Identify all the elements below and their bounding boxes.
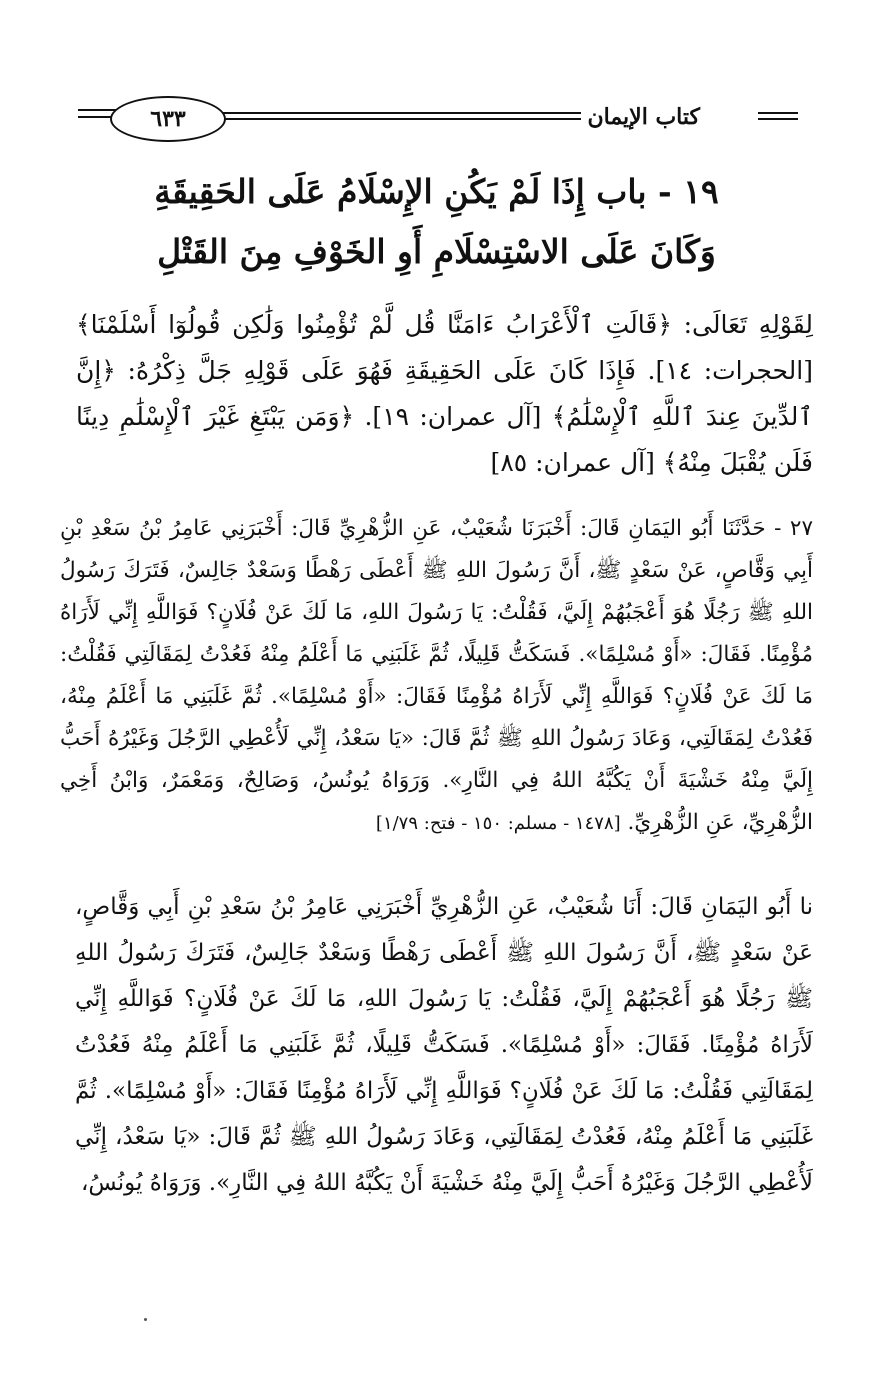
chapter-title-line-2: وَكَانَ عَلَى الاسْتِسْلَامِ أَوِ الخَوْفِ مِنَ القَتْلِ	[157, 232, 716, 271]
header-rule-mid-top	[218, 112, 608, 114]
hadith-text	[60, 508, 813, 845]
chapter-title-line-1: ١٩ - باب إِذَا لَمْ يَكُنِ الإِسْلَامُ عَلَى الحَقِيقَةِ	[154, 172, 719, 211]
verse-commentary: لِقَوْلِهِ تَعَالَى: ﴿قَالَتِ ٱلْأَعْرَابُ ءَامَنَّا قُل لَّمْ تُؤْمِنُوا وَلَٰكِن قُولُوٓا أَسْلَمْنَا﴾ [الحجرات: ١٤]. فَإِذَا كَانَ عَلَى الحَقِيقَةِ فَهُوَ عَلَى قَوْلِهِ جَلَّ ذِكْرُهُ: ﴿إِنَّ ٱلدِّينَ عِندَ ٱللَّهِ ٱلْإِسْلَٰمُ﴾ [آل عمران: ١٩]. ﴿وَمَن يَبْتَغِ غَيْرَ ٱلْإِسْلَٰمِ دِينًا فَلَن يُقْبَلَ مِنْهُ﴾ [آل عمران: ٨٥]	[76, 310, 813, 477]
page-number: ٦٣٣	[110, 96, 226, 142]
running-header	[78, 90, 798, 150]
page-mark	[144, 1318, 147, 1321]
hadith-reference: [١٤٧٨ - مسلم: ١٥٠ - فتح: ١/٧٩]	[375, 813, 621, 834]
header-rule-right-top	[758, 112, 798, 114]
header-rule-left-top	[78, 109, 118, 111]
second-narration: نا أَبُو اليَمَانِ قَالَ: أَنَا شُعَيْبٌ، عَنِ الزُّهْرِيِّ أَخْبَرَنِي عَامِرُ بْنُ سَعْدِ بْنِ أَبِي وَقَّاصٍ، عَنْ سَعْدٍ ﷺ، أَنَّ رَسُولَ اللهِ ﷺ أَعْطَى رَهْطًا وَسَعْدٌ جَالِسٌ، فَتَرَكَ رَسُولُ اللهِ ﷺ رَجُلًا هُوَ أَعْجَبُهُمْ إِلَيَّ، فَقُلْتُ: يَا رَسُولَ اللهِ، مَا لَكَ عَنْ فُلَانٍ؟ فَوَاللَّهِ إِنِّي لَأَرَاهُ مُؤْمِنًا. فَقَالَ: «أَوْ مُسْلِمًا». فَسَكَتُّ قَلِيلًا، ثُمَّ غَلَبَنِي مَا أَعْلَمُ مِنْهُ فَعُدْتُ لِمَقَالَتِي فَقُلْتُ: مَا لَكَ عَنْ فُلَانٍ؟ فَوَاللَّهِ إِنِّي لَأَرَاهُ مُؤْمِنًا فَقَالَ: «أَوْ مُسْلِمًا». ثُمَّ غَلَبَنِي مَا أَعْلَمُ مِنْهُ، فَعُدْتُ لِمَقَالَتِي، وَعَادَ رَسُولُ اللهِ ﷺ ثُمَّ قَالَ: «يَا سَعْدُ، إِنِّي لَأُعْطِي الرَّجُلَ وَغَيْرُهُ أَحَبُّ إِلَيَّ مِنْهُ خَشْيَةَ أَنْ يَكُبَّهُ اللهُ فِي النَّارِ». وَرَوَاهُ يُونُسُ،	[75, 894, 813, 1196]
header-rule-right-bottom	[758, 118, 798, 120]
hadith-body: ٢٧ - حَدَّثَنَا أَبُو اليَمَانِ قَالَ: أَخْبَرَنَا شُعَيْبٌ، عَنِ الزُّهْرِيِّ قَالَ: أَخْبَرَنِي عَامِرُ بْنُ سَعْدِ بْنِ أَبِي وَقَّاصٍ، عَنْ سَعْدٍ ﷺ، أَنَّ رَسُولَ اللهِ ﷺ أَعْطَى رَهْطًا وَسَعْدٌ جَالِسٌ، فَتَرَكَ رَسُولُ اللهِ ﷺ رَجُلًا هُوَ أَعْجَبُهُمْ إِلَيَّ، فَقُلْتُ: يَا رَسُولَ اللهِ، مَا لَكَ عَنْ فُلَانٍ؟ فَوَاللَّهِ إِنِّي لَأَرَاهُ مُؤْمِنًا. فَقَالَ: «أَوْ مُسْلِمًا». فَسَكَتُّ قَلِيلًا، ثُمَّ غَلَبَنِي مَا أَعْلَمُ مِنْهُ فَعُدْتُ لِمَقَالَتِي فَقُلْتُ: مَا لَكَ عَنْ فُلَانٍ؟ فَوَاللَّهِ إِنِّي لَأَرَاهُ مُؤْمِنًا فَقَالَ: «أَوْ مُسْلِمًا». ثُمَّ غَلَبَنِي مَا أَعْلَمُ مِنْهُ، فَعُدْتُ لِمَقَالَتِي، وَعَادَ رَسُولُ اللهِ ﷺ ثُمَّ قَالَ: «يَا سَعْدُ، إِنِّي لَأُعْطِي الرَّجُلَ وَغَيْرُهُ أَحَبُّ إِلَيَّ مِنْهُ خَشْيَةَ أَنْ يَكُبَّهُ اللهُ فِي النَّارِ». وَرَوَاهُ يُونُسُ، وَصَالِحٌ، وَمَعْمَرٌ، وَابْنُ أَخِي الزُّهْرِيِّ، عَنِ الزُّهْرِيِّ.	[60, 516, 813, 835]
book-title: كتاب الإيمان	[581, 104, 706, 130]
header-rule-mid-bottom	[218, 118, 608, 120]
